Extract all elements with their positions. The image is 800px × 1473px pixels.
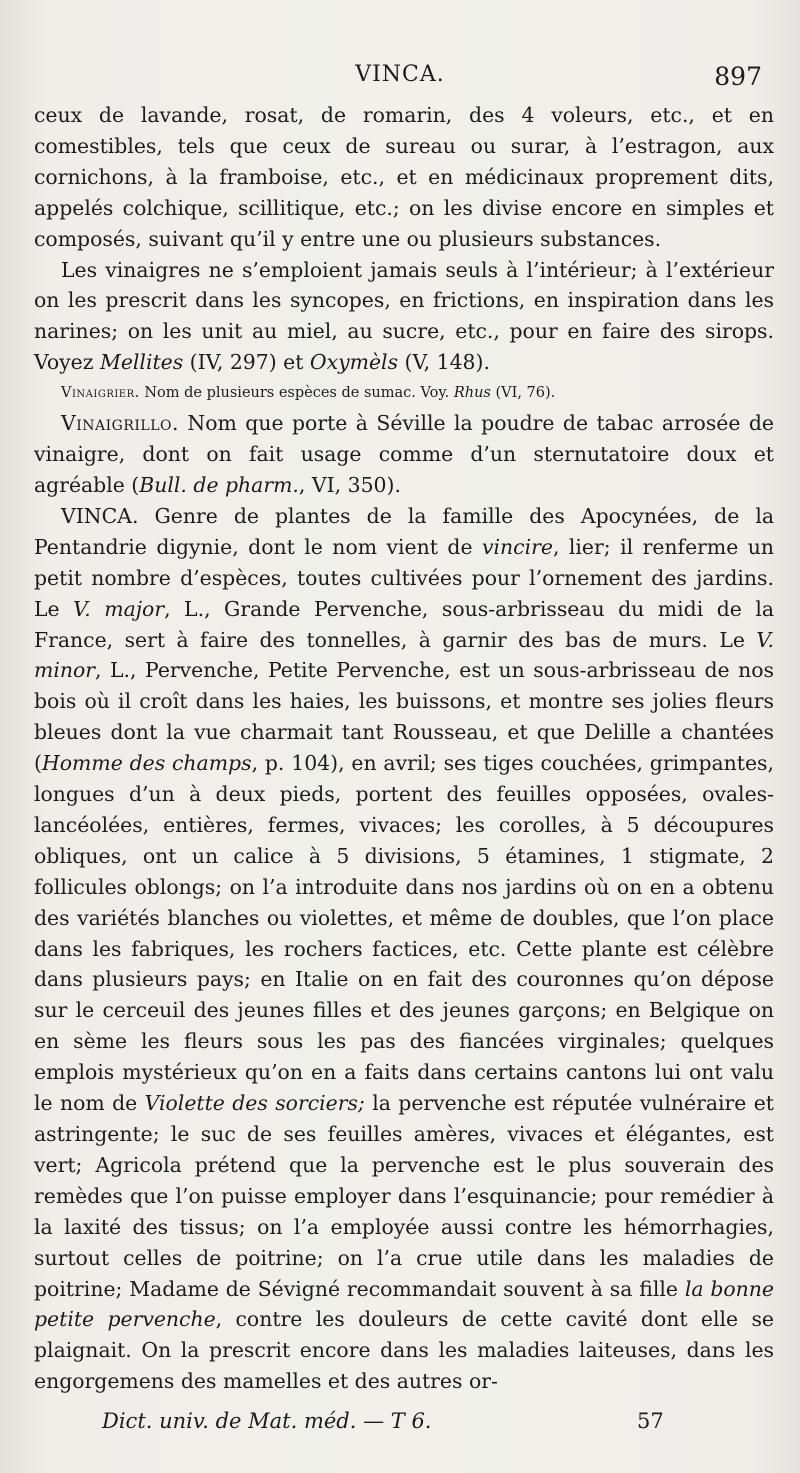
italic-term: vincire: [482, 534, 553, 559]
entry-text: , lier; il renferme un petit nombre d’espèces, toutes cultivées pour l’ornement des jardins. Le: [34, 534, 775, 621]
italic-term: la bonne petite pervenche: [34, 1276, 775, 1332]
entry-text: la pervenche est réputée vulnéraire et astringente; le suc de ses feuilles amères, vivaces et élégantes, est vert; Agricola prétend que la pervenche est le plus souverain des remèdes que l’on puisse employer dans l’esquinancie; pour remédier à la laxité des tissus; on l’a employée aussi contre les hémorrhagies, surtout celles de poitrine; on l’a crue utile dans les maladies de poitrine; Madame de Sévigné recommandait souvent à sa fille: [34, 1091, 774, 1301]
cross-reference: Oxymèls: [309, 350, 399, 375]
paragraph-text: (IV, 297) et: [183, 350, 310, 375]
entry-headword: VINCA.: [61, 503, 139, 528]
entry-headword: Vinaigrier.: [61, 385, 140, 402]
italic-term: V. major: [73, 596, 165, 621]
entry-text: , L., Pervenche, Petite Pervenche, est un sous-arbrisseau de nos bois où il croît dans les haies, les buissons, et montre ses jolies fleurs bleues dont la vue charmait tant Rousseau, et que Delille a chantées (: [34, 658, 774, 776]
italic-term: Homme des champs: [41, 751, 252, 776]
cross-reference: Mellites: [99, 350, 184, 375]
italic-term: V. minor: [34, 627, 774, 683]
entry-text: Nom de plusieurs espèces de sumac. Voy.: [139, 385, 454, 402]
cross-reference: Bull. de pharm.: [139, 472, 299, 497]
entry-text: , contre les douleurs de cette cavité dont elle se plaignait. On la prescrit encore dans les maladies laiteuses, dans les engorgemens des mamelles et des autres or-: [34, 1307, 774, 1394]
page-footer: [0, 1405, 800, 1437]
running-head: [0, 60, 800, 90]
entry-text: , VI, 350).: [298, 472, 401, 497]
entry-vinaigrier: [34, 378, 774, 408]
paragraph-text: (V, 148).: [398, 350, 490, 375]
entry-vinaigrillo: [34, 408, 774, 501]
paragraph-vinaigres-usage: [34, 255, 774, 379]
footer-sheet-number: 57: [637, 1409, 664, 1433]
paragraph-vinaigres-types: [34, 100, 774, 255]
entry-vinca: [34, 501, 774, 1397]
entry-text: , L., Grande Pervenche, sous-arbrisseau du midi de la France, sert à faire des tonnelles, à garnir des bas de murs. Le: [34, 596, 775, 652]
entry-text: Nom que porte à Séville la poudre de tabac arrosée de vinaigre, dont on fait usage comme d’un sternutatoire doux et agréable (: [34, 411, 774, 497]
entry-text: Genre de plantes de la famille des Apocynées, de la Pentandrie digynie, dont le nom vient de: [34, 503, 774, 559]
running-title: VINCA.: [355, 62, 445, 87]
page-number: 897: [714, 62, 762, 91]
body-text: [34, 100, 774, 1397]
entry-headword: Vinaigrillo.: [61, 411, 179, 436]
cross-reference: Rhus: [453, 385, 491, 402]
paragraph-text: Les vinaigres ne s’emploient jamais seuls à l’intérieur; à l’extérieur on les prescrit dans les syncopes, en frictions, en inspiration dans les narines; on les unit au miel, au sucre, etc., pour en faire des sirops. Voyez: [34, 257, 774, 375]
entry-text: (VI, 76).: [490, 385, 556, 402]
paragraph-text: ceux de lavande, rosat, de romarin, des 4 voleurs, etc., et en comestibles, tels que ceux de sureau ou surar, à l’estragon, aux cornichons, à la framboise, etc., et en médicinaux proprement dits, appelés colchique, scillitique, etc.; on les divise encore en simples et composés, suivant qu’il y entre une ou plusieurs substances.: [34, 103, 774, 251]
footer-signature: Dict. univ. de Mat. méd. — T 6.: [102, 1409, 432, 1433]
entry-text: , p. 104), en avril; ses tiges couchées, grimpantes, longues d’un à deux pieds, portent des feuilles opposées, ovales-lancéolées, entières, fermes, vivaces; les corolles, à 5 découpures obliques, ont un calice à 5 divisions, 5 étamines, 1 stigmate, 2 follicules oblongs; on l’a introduite dans nos jardins où on en a obtenu des variétés blanches ou violettes, et même de doubles, que l’on place dans les fabriques, les rochers factices, etc. Cette plante est célèbre dans plusieurs pays; en Italie on en fait des couronnes qu’on dépose sur le cerceuil des jeunes filles et des jeunes garçons; en Belgique on en sème les fleurs sous les pas des fiancées virginales; quelques emplois mystérieux qu’on en a faits dans certains cantons lui ont valu le nom de: [34, 751, 774, 1116]
italic-term: Violette des sorciers;: [144, 1091, 365, 1116]
